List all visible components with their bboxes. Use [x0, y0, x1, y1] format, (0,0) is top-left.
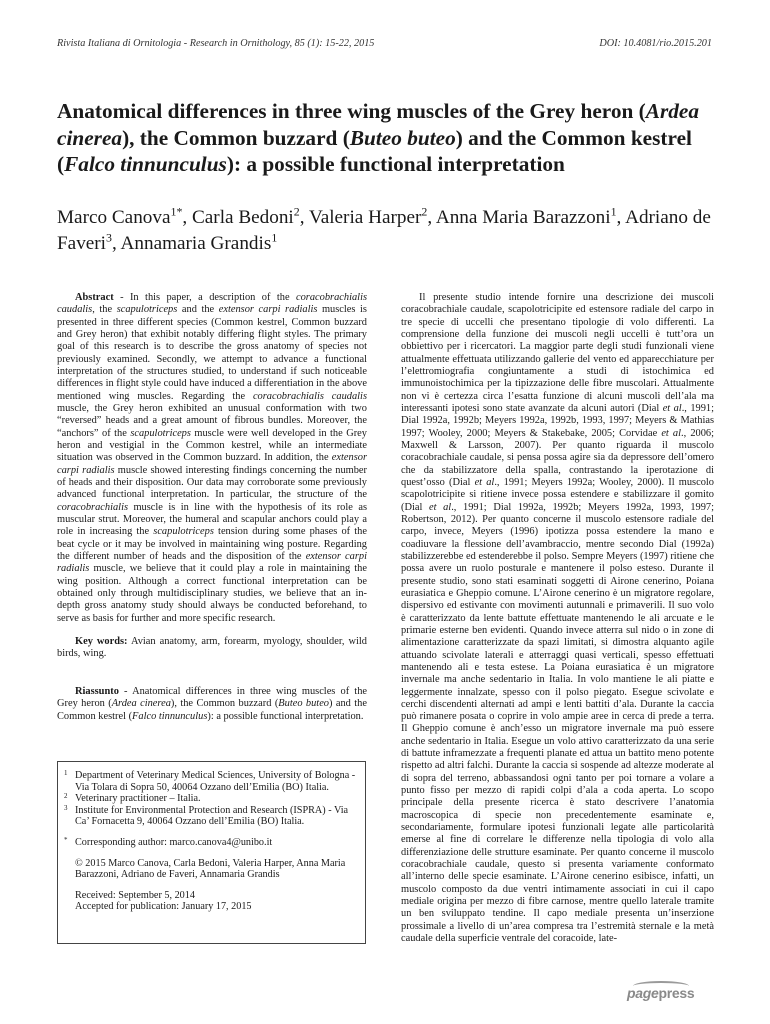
- riassunto-text: Riassunto - Anatomical differences in three wing muscles of the Grey heron (Ardea cinerea), the Common buzzard (Buteo buteo) and the Common kestrel (Falco tinnunculus): a possible functional interpretation.: [57, 686, 367, 722]
- corresponding-author: * Corresponding author: marco.canova4@unibo.it: [64, 835, 273, 848]
- body-text-column: [401, 292, 714, 945]
- accepted-date: Accepted for publication: January 17, 2015: [75, 901, 252, 913]
- journal-header: Rivista Italiana di Ornitologia - Research in Ornithology, 85 (1): 15-22, 2015: [57, 38, 375, 49]
- affiliation-1: 1 Department of Veterinary Medical Sciences, University of Bologna - Via Tolara di Sopra 50, 40064 Ozzano dell’Emilia (BO) Italia.: [64, 769, 356, 793]
- affiliation-2: 2 Veterinary practitioner – Italia.: [64, 792, 201, 805]
- author-list: Marco Canova$^{1*}$, Carla Bedoni$^2$, Valeria Harper$^2$, Anna Maria Barazzoni$^1$, Adriano de Faveri$^3$, Annamaria Grandis$^1$: [57, 204, 711, 254]
- affiliation-3: 3 Institute for Environmental Protection and Research (ISPRA) - Via Ca’ Fornacetta 9, 40064 Ozzano dell’Emilia (BO) Italia.: [64, 803, 349, 828]
- received-date: Received: September 5, 2014: [75, 889, 195, 901]
- body-paragraph: Il presente studio intende fornire una descrizione dei muscoli coracobrachiale caudale, scapolotricipite ed estensore radiale del carpo in tre specie di uccelli che presentano tipologie di volo differenti. La comprensione della funzione dei muscoli negli uccelli è tutt’ora un obbiettivo per i ricercatori. La maggior parte degli studi funzionali viene attualmente effettuata utilizzando gallerie del vento ed apparecchiature per l’elettromiografia congiuntamente a studi di istochimica ed immunoistochimica per la tipizzazione delle fibre muscolari. Attualmente non vi è certezza circa l’esatta funzione di alcuni muscoli dell’ala ma interessanti ipotesi sono state avanzate da alcuni autori (Dial et al., 1991; Dial 1992a, 1992b; Meyers 1992a, 1992b, 1993, 1997; Meyers & Mathias 1997; Wooley, 2000; Meyers & Stakebake, 2005; Corvidae et al., 2006; Maxwell & Larsson, 2007). Per quanto riguarda il muscolo coracobrachiale caudale, si pensa possa agire sia da depressore dell’omero che da stabilizzatore della spalla, contrastando la iperotazione di quest’osso (Dial et al., 1991; Meyers 1992a; Wooley, 2000). Il muscolo scapolotricipite si ritiene invece possa estendere e stabilizzare il gomito (Dial et al., 1991; Dial 1992a, 1992b; Meyers 1992a, 1993, 1997; Robertson, 2012). Per quanto concerne il muscolo estensore radiale del carpo, invece, Meyers (1996) ipotizza possa estendere la mano e coadiuvare la flessione dell’avambraccio, mentre secondo Dial (1992a) stabilizzerebbe ed estenderebbe il polso. Sempre Meyers (1997) ritiene che possa avere un ruolo posturale e mantenere il polso esteso. Durante il presente studio, sono stati esaminati soggetti di Airone cenerino, Poiana eurasiatica e Gheppio comune. L’Airone cenerino è un migratore regolare, dispersivo ed estivante con movimenti autunnali e primaverili. Il suo volo è caratterizzato da lente battute effettuate mantenendo le ali arcuate e le primarie esterne ben evidenti. Quando invece atterra sul nido o in zone di alimentazione caratterizzate da spazi limitati, si dimostra alquanto agile attuando scivolate laterali e atterraggi quasi verticali, spesso effettuati mantenendo ali e testa estese. La Poiana eurasiatica è un migratore invernale ma anche sedentario in Italia. In volo mantiene le ali piatte e leggermente innalzate, spesso con il polso piegato. Esegue scivolate e cerchi discendenti alternati ad ampi e lenti battiti d’ala. Durante la caccia può rimanere posata o coprire in volo ampie aree in cerca di prede a terra. Il Gheppio comune è anch’esso un migratore invernale ma può essere anche sedentario in Italia. Esegue un volo attivo caratterizzato da una serie di battute inframezzate a frequenti planate ed attua un battito meno potente rispetto ad altri falchi. Durante la caccia si sospende ad altezze moderate al di sopra del terreno, abbassandosi ogni tanto per poi tornare a volare a punto fisso per mezzo di rapidi colpi d’ala a coda aperta. Lo scopo principale della presente ricerca è stato descrivere l’anatomia macroscopica di specie non precedentemente esaminate e, secondariamente, formulare ipotesi funzionali legate alle particolarità emerse al fine di correlare le differenze nella tipologia di volo alla differenziazione delle strutture esaminate. Per quanto concerne il muscolo coracobrachiale caudale, questo si presenta variamente conformato all’interno delle specie esaminate. L’Airone cenerino esibisce, infatti, un muscolo composto da due ventri intimamente associati in cui il capo mediale origina per mezzo di fibre carnose, mentre quello laterale tramite un ben sviluppato tendine. Il capo mediale presenta un’inserzione prossimale a livello di un’area compresa tra l’estremità sternale e la metà caudale della superficie ventrale del coracoide, late-: [401, 292, 715, 945]
- abstract-section: [57, 292, 367, 625]
- copyright-notice: © 2015 Marco Canova, Carla Bedoni, Valeria Harper, Anna Maria Barazzoni, Adriano de Faveri, Annamaria Grandis: [75, 857, 346, 881]
- affiliations-box: [57, 761, 366, 944]
- riassunto-section: [57, 686, 367, 723]
- paper-title: Anatomical differences in three wing muscles of the Grey heron (Ardea cinerea), the Common buzzard (Buteo buteo) and the Common kestrel (Falco tinnunculus): a possible functional interpretation: [57, 99, 699, 176]
- keywords-text: Key words: Avian anatomy, arm, forearm, myology, shoulder, wild birds, wing.: [57, 636, 367, 660]
- keywords-section: [57, 636, 367, 661]
- abstract-text: Abstract - In this paper, a description of the coracobrachialis caudalis, the scapulotriceps and the extensor carpi radialis muscles is presented in three different species (Common kestrel, Common buzzard and Grey heron) that exhibit notably differing flight styles. The primary goal of this research is to describe the gross anatomy of species not previously examined. Secondly, we attempt to advance a functional interpretation of the structures studied, to understand if such noticeable differences in flight style could have induced a differentiation in the above mentioned wing muscles. Regarding the coracobrachialis caudalis muscle, the Grey heron exhibited an unusual conformation with two “reversed” heads and a great amount of fibrous bundles. Moreover, the “anchors” of the scapulotriceps muscle were well developed in the Grey heron and vestigial in the Common kestrel, while an intermediate situation was observed in the Common buzzard. In addition, the extensor carpi radialis muscle showed interesting findings concerning the number of heads and their disposition. Our data may corroborate some previously advanced functional interpretation. In particular, the structure of the coracobrachialis muscle is in line with the hypothesis of its role as muscular strut. Moreover, the humeral and scapular anchors could play a role in increasing the scapulotriceps tension during some phases of the beat cycle or it may be involved in maintaining wing posture. Regarding the different number of heads and the disposition of the extensor carpi radialis muscle, we believe that it could play a role in maintaining the wing position. Although a correct functional interpretation can be obtained only through multidisciplinary studies, we believe that an in-depth gross anatomy study should always be conducted beforehand, to serve as basis for further and more specific research.: [57, 292, 367, 624]
- pagepress-logo: pagepress: [627, 985, 694, 1001]
- doi-header: DOI: 10.4081/rio.2015.201: [599, 38, 712, 49]
